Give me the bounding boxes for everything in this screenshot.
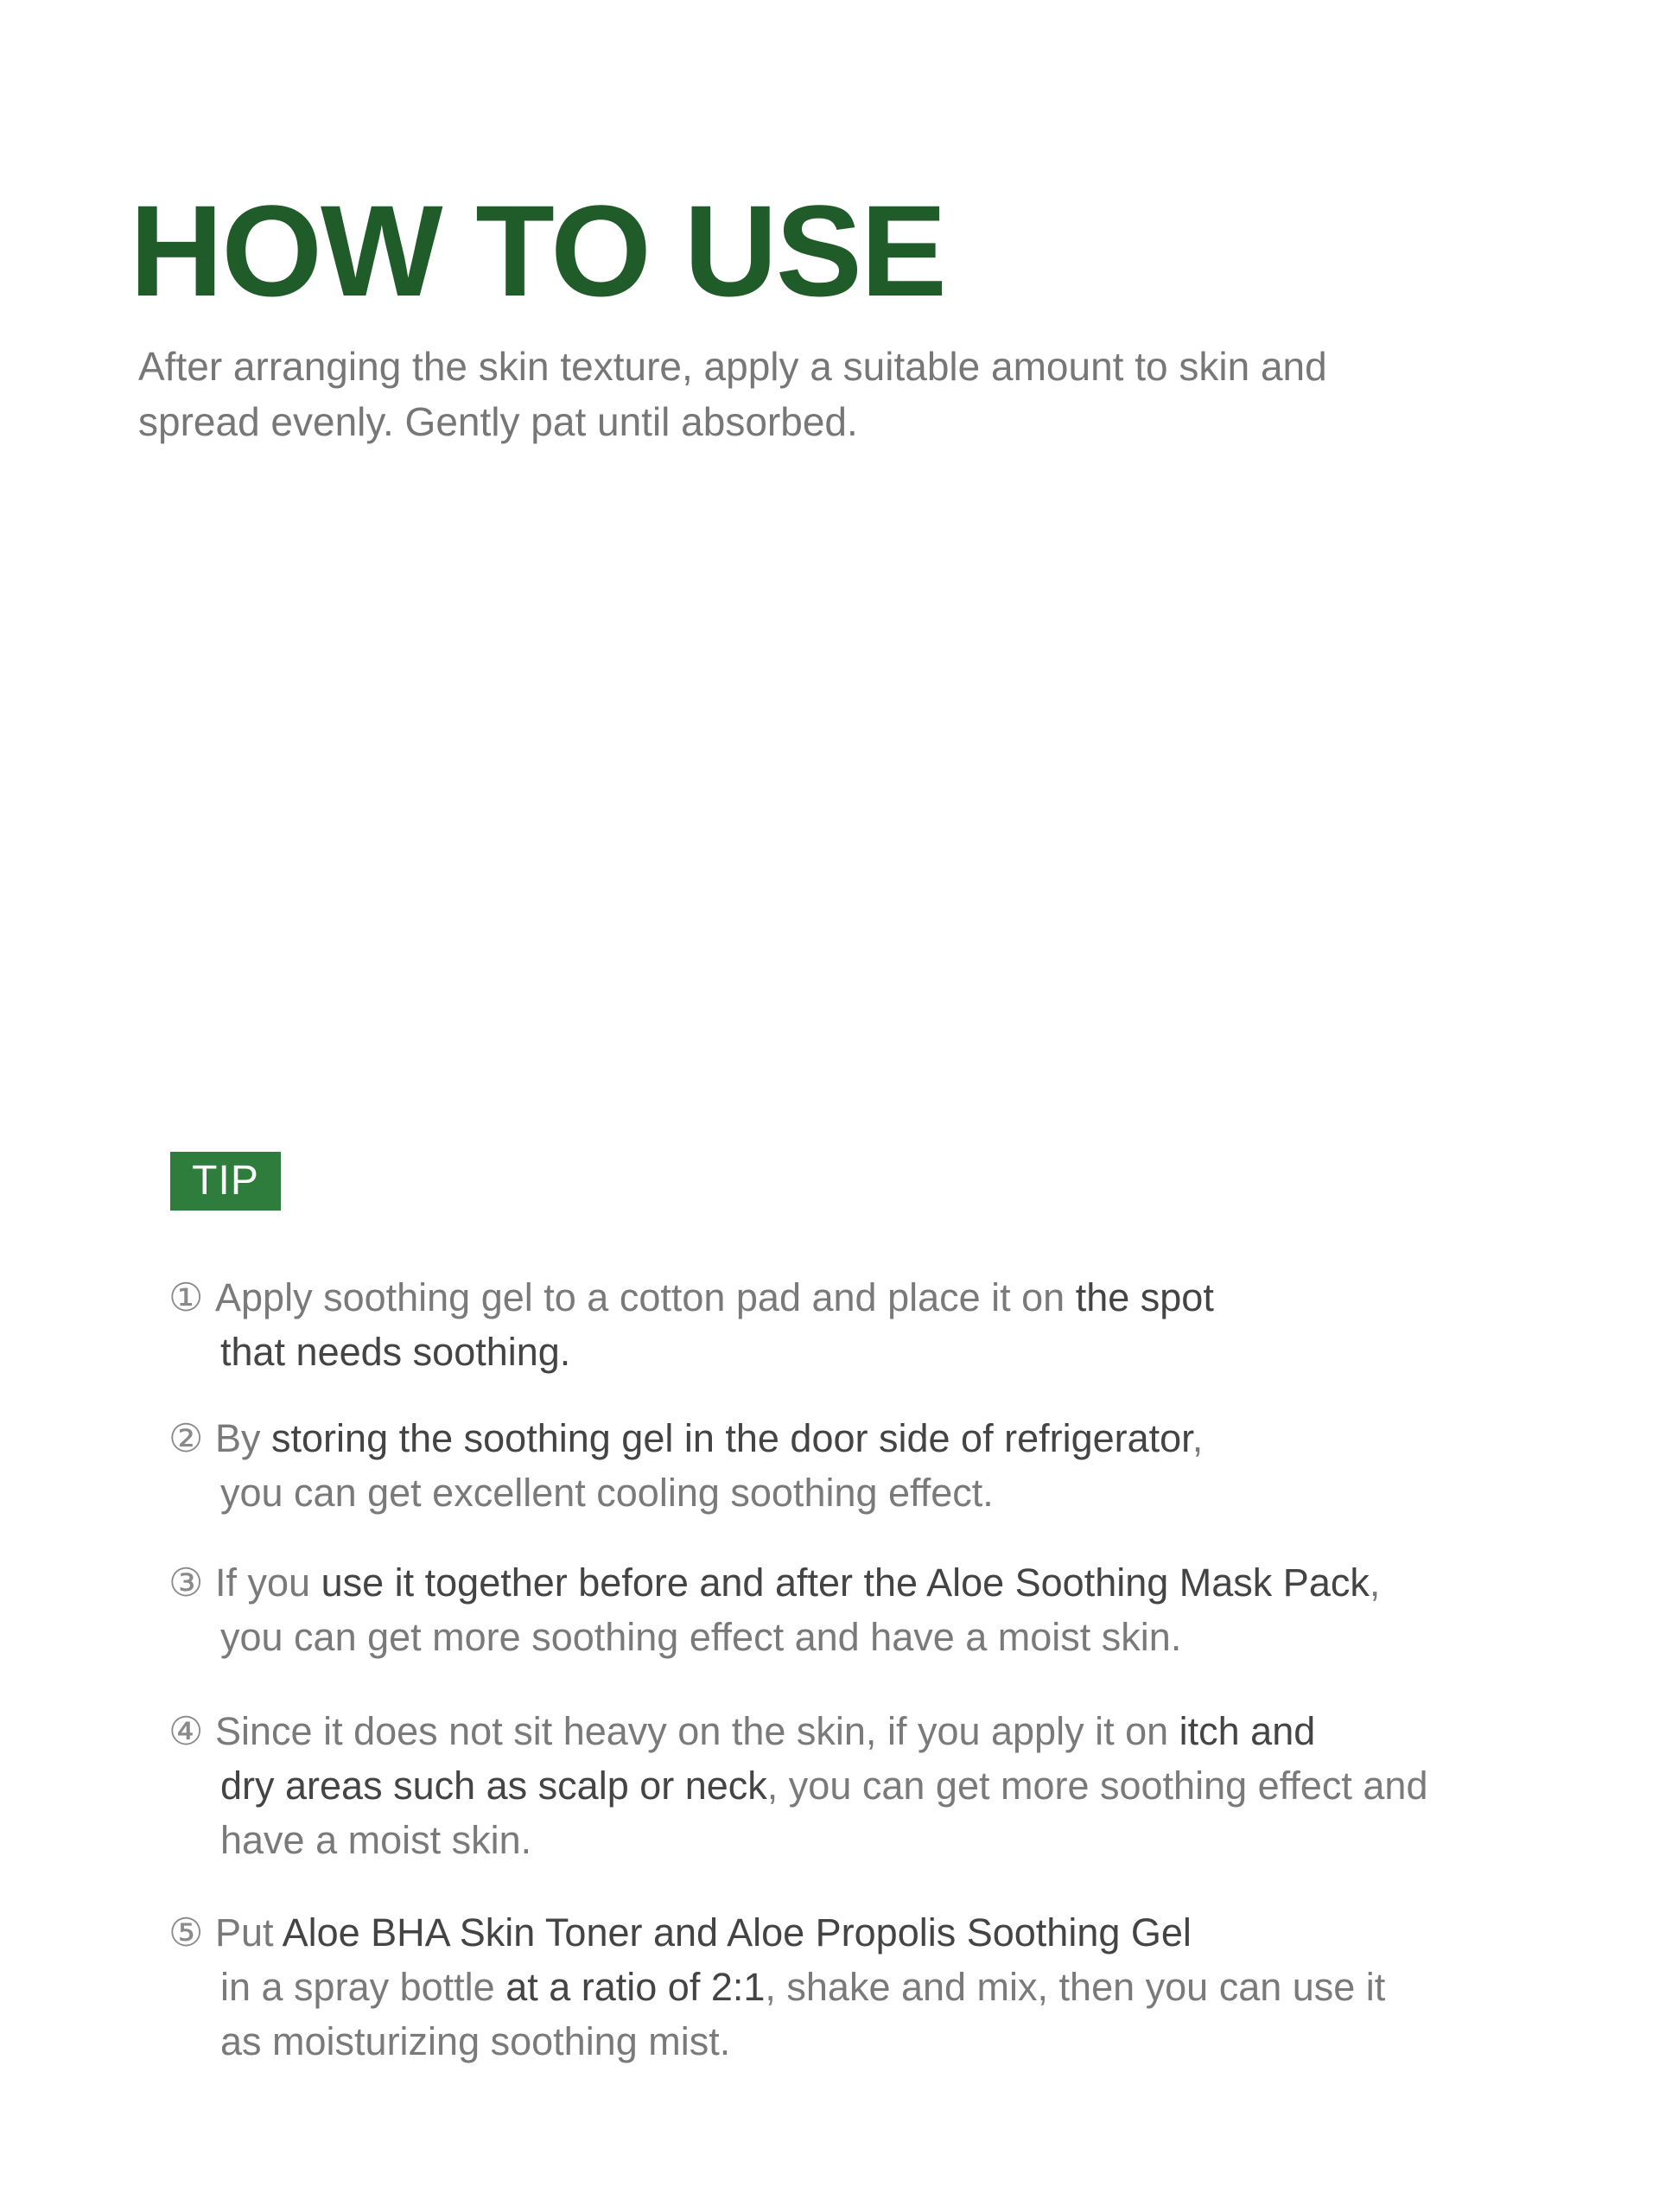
tip-text: Apply soothing gel to a cotton pad and place it on bbox=[215, 1275, 1076, 1319]
tip-item-1-line-2 bbox=[168, 1325, 1516, 1379]
tip-emphasis: dry areas such as scalp or neck bbox=[220, 1764, 767, 1808]
page-title: HOW TO USE bbox=[130, 178, 945, 323]
tip-item-1 bbox=[168, 1270, 1516, 1379]
tip-item-2-line-2 bbox=[168, 1465, 1516, 1520]
tip-text: , you can get more soothing effect and bbox=[766, 1764, 1428, 1808]
tip-item-5-line-3 bbox=[168, 2014, 1516, 2069]
tip-item-3-number: ③ bbox=[168, 1560, 204, 1605]
tip-text: By bbox=[215, 1416, 272, 1460]
tip-emphasis: the spot bbox=[1075, 1275, 1214, 1319]
tip-item-4 bbox=[168, 1704, 1516, 1867]
usage-instructions-line-2: spread evenly. Gently pat until absorbed. bbox=[138, 399, 858, 444]
tip-emphasis: that needs soothing. bbox=[220, 1330, 571, 1374]
tip-item-5 bbox=[168, 1905, 1516, 2069]
tip-item-3 bbox=[168, 1555, 1516, 1664]
tip-text: as moisturizing soothing mist. bbox=[220, 2019, 731, 2063]
tip-text: , bbox=[1192, 1416, 1204, 1460]
tip-text: you can get more soothing effect and have a moist skin. bbox=[220, 1615, 1182, 1659]
tip-text: , shake and mix, then you can use it bbox=[765, 1965, 1386, 2009]
tip-text: Put bbox=[215, 1910, 283, 1955]
tip-emphasis: Aloe BHA Skin Toner and Aloe Propolis Soothing Gel bbox=[282, 1910, 1192, 1955]
usage-instructions bbox=[138, 339, 1434, 449]
tip-item-4-number: ④ bbox=[168, 1709, 204, 1753]
tip-item-4-line-2 bbox=[168, 1758, 1516, 1813]
tip-emphasis: at a ratio of 2:1 bbox=[505, 1965, 766, 2009]
tip-text: If you bbox=[215, 1560, 321, 1605]
tip-item-2-number: ② bbox=[168, 1416, 204, 1460]
tip-text: Since it does not sit heavy on the skin, if you apply it on bbox=[215, 1709, 1179, 1753]
tip-item-2-line-1 bbox=[168, 1411, 1516, 1465]
tip-emphasis: itch and bbox=[1179, 1709, 1316, 1753]
tip-item-2 bbox=[168, 1411, 1516, 1520]
tip-item-5-line-2 bbox=[168, 1960, 1516, 2014]
tip-item-3-line-1 bbox=[168, 1555, 1516, 1610]
tip-item-1-number: ① bbox=[168, 1275, 204, 1319]
tip-item-5-number: ⑤ bbox=[168, 1910, 204, 1955]
tip-emphasis: use it together before and after the Aloe Soothing Mask Pack bbox=[321, 1560, 1370, 1605]
tip-emphasis: storing the soothing gel in the door side of refrigerator bbox=[271, 1416, 1192, 1460]
tip-item-3-line-2 bbox=[168, 1610, 1516, 1664]
tip-item-4-line-1 bbox=[168, 1704, 1516, 1758]
tip-text: have a moist skin. bbox=[220, 1818, 532, 1862]
tip-item-1-line-1 bbox=[168, 1270, 1516, 1325]
tip-text: in a spray bottle bbox=[220, 1965, 506, 2009]
tip-text: you can get excellent cooling soothing effect. bbox=[220, 1471, 994, 1515]
tip-item-5-line-1 bbox=[168, 1905, 1516, 1960]
tip-text: , bbox=[1369, 1560, 1381, 1605]
usage-instructions-line-1: After arranging the skin texture, apply a suitable amount to skin and bbox=[138, 344, 1327, 389]
tip-item-4-line-3 bbox=[168, 1813, 1516, 1867]
tip-badge: TIP bbox=[170, 1152, 281, 1211]
